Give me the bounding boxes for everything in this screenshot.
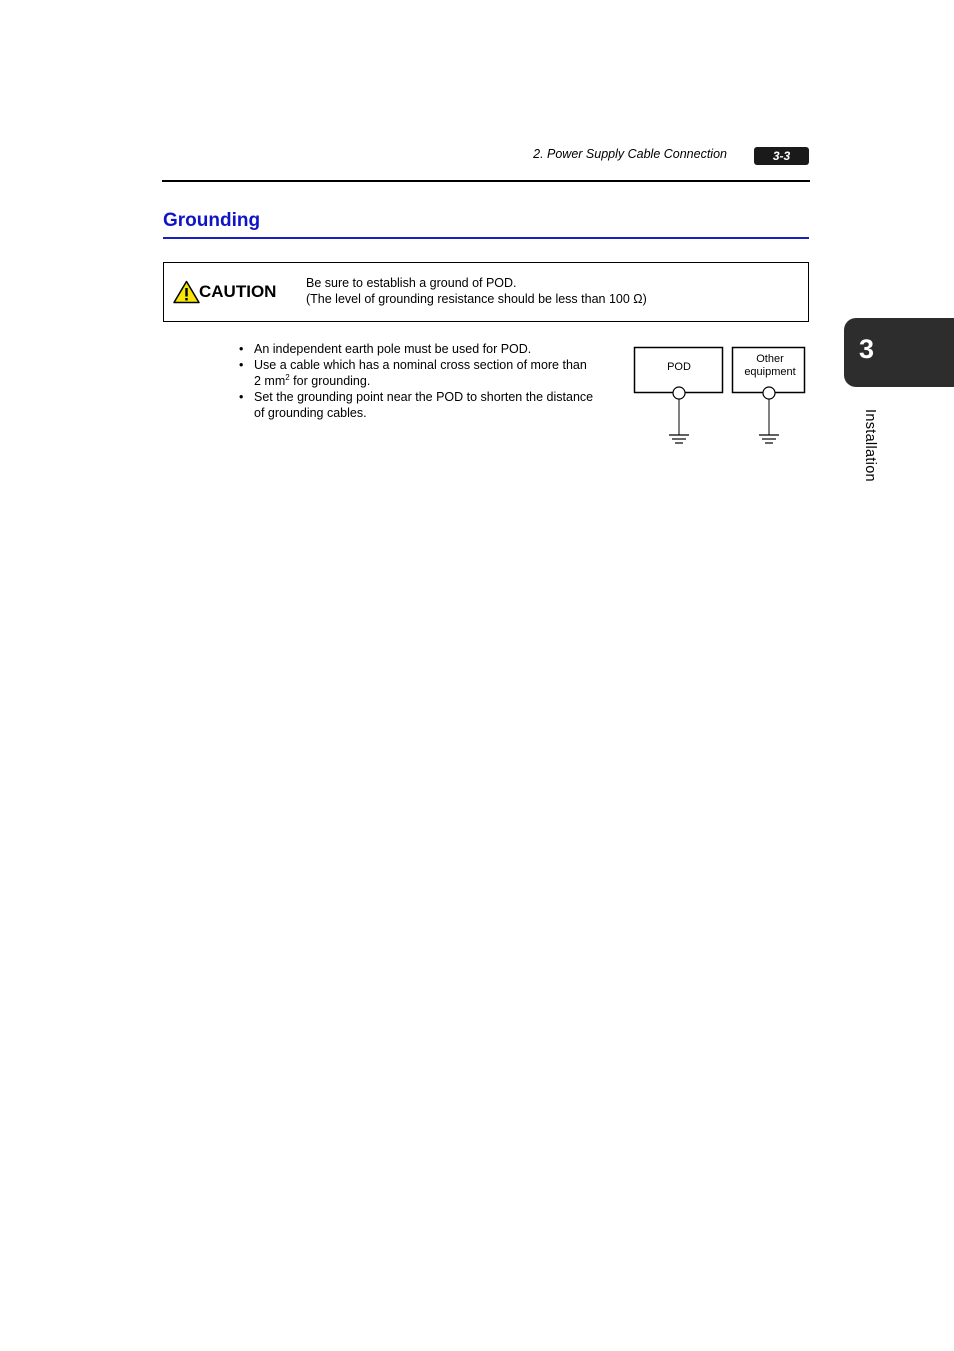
other-equipment-label xyxy=(732,353,808,379)
chapter-tab xyxy=(844,318,954,387)
chapter-number: 3 xyxy=(859,334,875,364)
other-equipment-label-line-1: Other xyxy=(756,353,784,365)
caution-line-2: (The level of grounding resistance should be less than 100 Ω) xyxy=(306,292,647,306)
bullet-text-2c: for grounding. xyxy=(289,374,371,388)
other-terminal xyxy=(763,387,775,399)
caution-line-1: Be sure to establish a ground of POD. xyxy=(306,276,517,290)
other-earth-symbol-icon xyxy=(759,435,779,443)
section-heading: Grounding xyxy=(163,210,261,231)
list-item xyxy=(238,341,610,357)
superscript-2: 2 xyxy=(285,372,290,382)
list-item xyxy=(238,357,610,389)
bullet-icon: • xyxy=(239,358,244,372)
warning-triangle-icon xyxy=(173,280,200,304)
bullet-text-3a: Set the grounding point near the POD to shorten the distance xyxy=(254,390,594,404)
caution-box xyxy=(163,262,809,322)
page-number-badge: 3-3 xyxy=(754,147,809,165)
list-item xyxy=(238,389,610,421)
bullet-icon: • xyxy=(239,342,244,356)
bullet-text-2a: Use a cable which has a nominal cross section of more than xyxy=(254,358,587,372)
pod-label: POD xyxy=(667,361,691,373)
caution-text xyxy=(306,275,647,307)
other-equipment-label-line-2: equipment xyxy=(744,366,796,378)
section-heading-rule xyxy=(163,237,809,239)
bullet-text-1: An independent earth pole must be used for POD. xyxy=(254,342,532,356)
chapter-side-label: Installation xyxy=(862,409,878,482)
header-divider xyxy=(162,180,810,182)
bullet-text-3b: of grounding cables. xyxy=(254,406,367,420)
pod-earth-symbol-icon xyxy=(669,435,689,443)
grounding-diagram xyxy=(630,343,812,453)
running-header-title: 2. Power Supply Cable Connection xyxy=(533,147,727,161)
bullet-icon: • xyxy=(239,390,244,404)
bullet-text-2b: 2 mm xyxy=(254,374,286,388)
pod-terminal xyxy=(673,387,685,399)
grounding-notes-list xyxy=(238,341,610,421)
caution-label: CAUTION xyxy=(199,282,277,301)
